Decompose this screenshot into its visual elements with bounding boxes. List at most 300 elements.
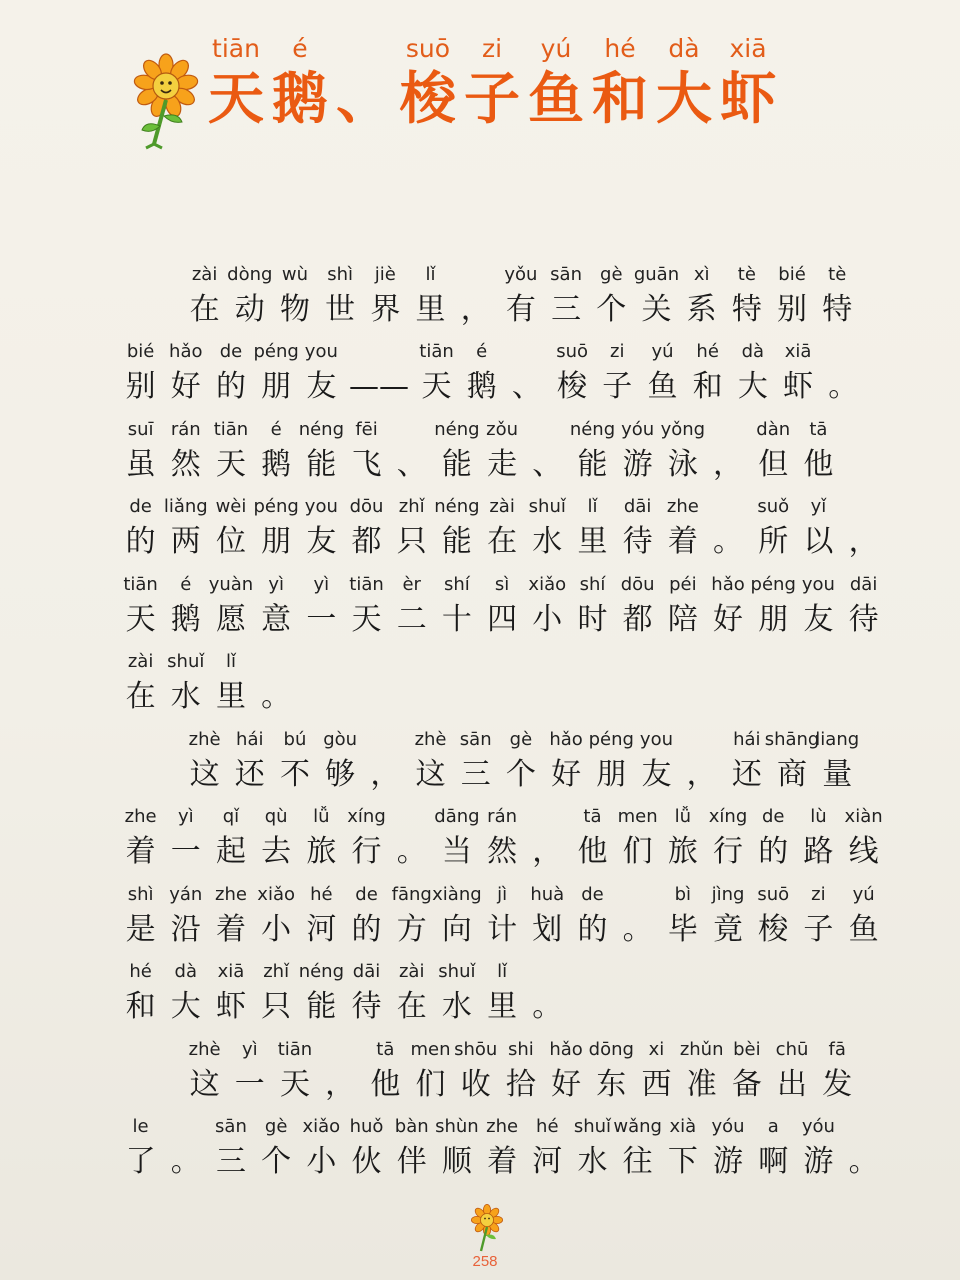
pinyin: wèi bbox=[215, 496, 247, 517]
pinyin: zài bbox=[191, 263, 218, 285]
hanzi: 方 bbox=[396, 911, 427, 947]
char-unit bbox=[589, 1035, 634, 1105]
hanzi: 水 bbox=[170, 679, 201, 714]
hanzi: 能 bbox=[441, 446, 472, 482]
hanzi: 着 bbox=[487, 1144, 518, 1179]
hanzi: ， bbox=[532, 834, 563, 869]
hanzi: 向 bbox=[441, 911, 472, 947]
char-unit bbox=[634, 260, 679, 330]
text-line bbox=[118, 330, 878, 408]
hanzi: 这 bbox=[189, 1066, 220, 1102]
pinyin: yì bbox=[241, 1038, 258, 1060]
pinyin: bèi bbox=[733, 1038, 761, 1060]
pinyin: zhè bbox=[414, 728, 447, 750]
pinyin: dōu bbox=[349, 496, 384, 517]
hanzi: 虾 bbox=[215, 989, 246, 1024]
hanzi: 特 bbox=[731, 291, 762, 327]
pinyin: néng bbox=[569, 418, 616, 440]
hanzi: 鹅 bbox=[261, 446, 292, 482]
hanzi: 大 bbox=[170, 989, 201, 1024]
hanzi: 的 bbox=[351, 911, 382, 947]
char-unit bbox=[363, 260, 408, 330]
text-line bbox=[118, 950, 878, 1028]
pinyin: de bbox=[355, 883, 378, 905]
title-char-unit bbox=[396, 30, 460, 132]
char-unit bbox=[118, 337, 163, 407]
pinyin: hé bbox=[129, 961, 152, 982]
char-unit bbox=[163, 337, 208, 407]
hanzi: 个 bbox=[261, 1144, 292, 1179]
char-unit bbox=[272, 260, 317, 330]
char-unit bbox=[570, 492, 615, 562]
pinyin: tā bbox=[809, 418, 828, 440]
char-unit bbox=[118, 957, 163, 1027]
hanzi: 。 bbox=[622, 911, 653, 947]
char-unit bbox=[118, 570, 163, 640]
char-unit bbox=[685, 337, 730, 407]
hanzi: 在 bbox=[125, 679, 156, 714]
pinyin: suī bbox=[127, 418, 154, 440]
pinyin: shì bbox=[327, 263, 354, 285]
char-unit bbox=[363, 725, 408, 795]
char-unit bbox=[414, 337, 459, 407]
hanzi: 里 bbox=[487, 989, 518, 1024]
pinyin: dāi bbox=[849, 573, 878, 595]
pinyin: liǎng bbox=[163, 496, 208, 517]
pinyin: èr bbox=[402, 573, 421, 595]
hanzi: 虽 bbox=[125, 446, 156, 482]
hanzi: 水 bbox=[441, 989, 472, 1024]
pinyin: zhe bbox=[486, 1116, 519, 1137]
hanzi: 鱼 bbox=[848, 911, 879, 947]
hanzi: 商 bbox=[777, 756, 808, 792]
hanzi: 梭 bbox=[758, 911, 789, 947]
pinyin: é bbox=[180, 573, 192, 595]
page-number: 258 bbox=[472, 1253, 498, 1270]
hanzi: —— bbox=[348, 369, 409, 404]
hanzi: ， bbox=[686, 756, 717, 792]
hanzi: 、 bbox=[511, 369, 542, 404]
title-char-unit bbox=[460, 30, 524, 132]
hanzi: 行 bbox=[351, 834, 382, 869]
hanzi: 。 bbox=[532, 989, 563, 1024]
pinyin: zài bbox=[127, 651, 154, 672]
char-unit bbox=[504, 337, 549, 407]
char-unit bbox=[821, 337, 866, 407]
char-unit bbox=[796, 492, 841, 562]
hanzi: 好 bbox=[551, 1066, 582, 1102]
pinyin: lǐ bbox=[587, 496, 598, 517]
hanzi: 收 bbox=[460, 1066, 491, 1102]
pinyin: péng bbox=[750, 573, 796, 595]
char-unit bbox=[769, 1035, 814, 1105]
hanzi: 去 bbox=[261, 834, 292, 869]
pinyin: lǐ bbox=[425, 263, 436, 285]
char-unit bbox=[163, 415, 208, 485]
hanzi: 子 bbox=[602, 369, 633, 404]
hanzi: 梭 bbox=[557, 369, 588, 404]
pinyin: lǚ bbox=[313, 806, 330, 827]
pinyin: you bbox=[304, 496, 338, 517]
pinyin: yǒu bbox=[504, 263, 538, 285]
char-unit bbox=[679, 260, 724, 330]
hanzi: 伙 bbox=[351, 1144, 382, 1179]
hanzi: 他 bbox=[370, 1066, 401, 1102]
char-unit bbox=[751, 880, 796, 950]
pinyin: yuàn bbox=[208, 573, 254, 595]
pinyin: zhè bbox=[188, 1038, 221, 1060]
char-unit bbox=[434, 957, 479, 1027]
char-unit bbox=[525, 1112, 570, 1182]
char-unit bbox=[796, 802, 841, 872]
hanzi: 虾 bbox=[783, 369, 814, 404]
hanzi: 量 bbox=[822, 756, 853, 792]
hanzi: 游 bbox=[713, 1144, 744, 1179]
pinyin: hé bbox=[696, 341, 719, 362]
char-unit bbox=[525, 492, 570, 562]
title-character: 天 bbox=[208, 67, 264, 132]
hanzi: 只 bbox=[261, 989, 292, 1024]
char-unit bbox=[570, 1112, 615, 1182]
pinyin: bié bbox=[126, 341, 155, 362]
pinyin: yán bbox=[169, 883, 203, 905]
text-line bbox=[118, 485, 878, 563]
pinyin: huǒ bbox=[349, 1116, 384, 1137]
hanzi: 三 bbox=[551, 291, 582, 327]
pinyin: fāng bbox=[391, 883, 432, 905]
char-unit bbox=[318, 260, 363, 330]
char-unit bbox=[498, 725, 543, 795]
pinyin: zhǐ bbox=[398, 496, 425, 517]
hanzi: 。 bbox=[848, 1144, 879, 1179]
text-line bbox=[118, 640, 878, 718]
hanzi: 天 bbox=[125, 601, 156, 637]
hanzi: 着 bbox=[215, 911, 246, 947]
hanzi: 十 bbox=[441, 601, 472, 637]
pinyin: lǐ bbox=[225, 651, 236, 672]
pinyin: xiǎo bbox=[528, 573, 567, 595]
char-unit bbox=[299, 1112, 344, 1182]
pinyin: gè bbox=[509, 728, 533, 750]
hanzi: 只 bbox=[396, 524, 427, 559]
hanzi: 东 bbox=[596, 1066, 627, 1102]
title-pinyin: hé bbox=[604, 34, 636, 63]
hanzi: 朋 bbox=[596, 756, 627, 792]
pinyin: zài bbox=[489, 496, 515, 517]
pinyin: yú bbox=[651, 341, 674, 362]
pinyin: wù bbox=[281, 263, 309, 285]
pinyin: shuǐ bbox=[167, 651, 205, 672]
title-char-unit bbox=[268, 30, 332, 132]
pinyin: qǐ bbox=[222, 806, 240, 827]
pinyin: de bbox=[581, 883, 604, 905]
char-unit bbox=[480, 957, 525, 1027]
pinyin: bàn bbox=[394, 1116, 429, 1137]
hanzi: 不 bbox=[279, 756, 310, 792]
title-pinyin: suō bbox=[405, 34, 451, 63]
hanzi: 旅 bbox=[667, 834, 698, 869]
char-unit bbox=[453, 260, 498, 330]
text-line bbox=[118, 252, 878, 330]
char-unit bbox=[705, 880, 750, 950]
char-unit bbox=[660, 880, 705, 950]
title-character: 大 bbox=[656, 67, 712, 132]
char-unit bbox=[751, 1112, 796, 1182]
pinyin: shuǐ bbox=[573, 1116, 612, 1137]
hanzi: 陪 bbox=[667, 601, 698, 637]
char-unit bbox=[453, 1035, 498, 1105]
title-character: 鹅 bbox=[272, 67, 328, 132]
hanzi: 特 bbox=[822, 291, 853, 327]
char-unit bbox=[544, 1035, 589, 1105]
char-unit bbox=[453, 725, 498, 795]
text-line bbox=[118, 407, 878, 485]
pinyin: zhǐ bbox=[263, 961, 290, 982]
char-unit bbox=[841, 570, 886, 640]
pinyin: you bbox=[639, 728, 673, 750]
char-unit bbox=[208, 880, 253, 950]
char-unit bbox=[408, 260, 453, 330]
pinyin: hé bbox=[310, 883, 333, 905]
pinyin: yóu bbox=[801, 1116, 835, 1137]
hanzi: 朋 bbox=[261, 524, 292, 559]
char-unit bbox=[705, 492, 750, 562]
char-unit bbox=[254, 1112, 299, 1182]
pinyin: xiā bbox=[784, 341, 812, 362]
char-unit bbox=[640, 337, 685, 407]
char-unit bbox=[815, 260, 860, 330]
hanzi: 是 bbox=[125, 911, 156, 947]
char-unit bbox=[660, 802, 705, 872]
pinyin: xi bbox=[648, 1038, 665, 1060]
hanzi: 泳 bbox=[667, 446, 698, 482]
char-unit bbox=[389, 1112, 434, 1182]
pinyin: zhǔn bbox=[679, 1038, 724, 1060]
pinyin: you bbox=[304, 341, 338, 362]
hanzi: 在 bbox=[189, 291, 220, 327]
title-char-unit bbox=[524, 30, 588, 132]
pinyin: dōng bbox=[588, 1038, 634, 1060]
pinyin: gè bbox=[600, 263, 623, 285]
hanzi: 路 bbox=[803, 834, 834, 869]
pinyin: gòu bbox=[323, 728, 358, 750]
text-line bbox=[118, 872, 878, 950]
pinyin: suō bbox=[757, 883, 790, 905]
text-line bbox=[118, 562, 878, 640]
hanzi: 他 bbox=[577, 834, 608, 869]
pinyin: men bbox=[410, 1038, 451, 1060]
title-char-unit bbox=[588, 30, 652, 132]
hanzi: 二 bbox=[396, 601, 427, 637]
hanzi: 在 bbox=[396, 989, 427, 1024]
char-unit bbox=[408, 1035, 453, 1105]
title-pinyin: tiān bbox=[212, 34, 260, 63]
hanzi: 好 bbox=[170, 369, 201, 404]
pinyin: xíng bbox=[347, 806, 386, 827]
pinyin: dàn bbox=[756, 418, 791, 440]
char-unit bbox=[163, 802, 208, 872]
hanzi: 小 bbox=[261, 911, 292, 947]
hanzi: 在 bbox=[487, 524, 518, 559]
char-unit bbox=[299, 880, 344, 950]
pinyin: zhè bbox=[188, 728, 221, 750]
hanzi: 。 bbox=[713, 524, 744, 559]
char-unit bbox=[344, 492, 389, 562]
pinyin: tè bbox=[737, 263, 756, 285]
pinyin: hǎo bbox=[549, 1038, 583, 1060]
pinyin: zǒu bbox=[486, 418, 519, 440]
pinyin: yì bbox=[177, 806, 194, 827]
char-unit bbox=[434, 492, 479, 562]
char-unit bbox=[796, 1112, 841, 1182]
char-unit bbox=[299, 570, 344, 640]
hanzi: 世 bbox=[325, 291, 356, 327]
char-unit bbox=[389, 570, 434, 640]
char-unit bbox=[498, 1035, 543, 1105]
hanzi: 当 bbox=[441, 834, 472, 869]
hanzi: 起 bbox=[215, 834, 246, 869]
hanzi: 和 bbox=[692, 369, 723, 404]
char-unit bbox=[254, 647, 299, 717]
char-unit bbox=[615, 1112, 660, 1182]
pinyin: xiǎo bbox=[302, 1116, 341, 1137]
title-character: 和 bbox=[592, 67, 648, 132]
hanzi: 发 bbox=[822, 1066, 853, 1102]
hanzi: 线 bbox=[848, 834, 879, 869]
hanzi: 竟 bbox=[713, 911, 744, 947]
pinyin: lù bbox=[810, 806, 827, 827]
hanzi: 好 bbox=[713, 601, 744, 637]
pinyin: de bbox=[129, 496, 152, 517]
char-unit bbox=[299, 337, 344, 407]
hanzi: 游 bbox=[803, 1144, 834, 1179]
char-unit bbox=[344, 570, 389, 640]
hanzi: 毕 bbox=[667, 911, 698, 947]
hanzi: 待 bbox=[351, 989, 382, 1024]
char-unit bbox=[480, 880, 525, 950]
pinyin: le bbox=[132, 1116, 149, 1137]
hanzi: 天 bbox=[421, 369, 452, 404]
pinyin: yì bbox=[313, 573, 330, 595]
char-unit bbox=[254, 570, 299, 640]
sunflower-mascot-icon bbox=[467, 1203, 507, 1255]
hanzi: 准 bbox=[686, 1066, 717, 1102]
pinyin: yú bbox=[852, 883, 875, 905]
pinyin: sān bbox=[459, 728, 492, 750]
hanzi: 下 bbox=[667, 1144, 698, 1179]
char-unit bbox=[705, 1112, 750, 1182]
pinyin: dà bbox=[741, 341, 765, 362]
hanzi: 拾 bbox=[505, 1066, 536, 1102]
pinyin: rán bbox=[170, 418, 201, 440]
char-unit bbox=[634, 1035, 679, 1105]
hanzi: 里 bbox=[415, 291, 446, 327]
char-unit bbox=[272, 1035, 317, 1105]
char-unit bbox=[751, 802, 796, 872]
char-unit bbox=[570, 415, 615, 485]
char-unit bbox=[118, 802, 163, 872]
hanzi: 愿 bbox=[215, 601, 246, 637]
title-character: 鱼 bbox=[528, 67, 584, 132]
char-unit bbox=[408, 725, 453, 795]
hanzi: 顺 bbox=[441, 1144, 472, 1179]
title-character: 子 bbox=[464, 67, 520, 132]
pinyin: sì bbox=[494, 573, 510, 595]
char-unit bbox=[525, 802, 570, 872]
hanzi: 能 bbox=[306, 446, 337, 482]
hanzi: 四 bbox=[487, 601, 518, 637]
hanzi: 位 bbox=[215, 524, 246, 559]
char-unit bbox=[272, 725, 317, 795]
pinyin: gè bbox=[264, 1116, 288, 1137]
hanzi: 然 bbox=[170, 446, 201, 482]
hanzi: 友 bbox=[306, 369, 337, 404]
pinyin: é bbox=[476, 341, 488, 362]
char-unit bbox=[705, 802, 750, 872]
pinyin: tiān bbox=[123, 573, 158, 595]
pinyin: tè bbox=[828, 263, 847, 285]
pinyin: dà bbox=[174, 961, 198, 982]
char-unit bbox=[769, 260, 814, 330]
char-unit bbox=[498, 260, 543, 330]
char-unit bbox=[227, 1035, 272, 1105]
hanzi: 、 bbox=[396, 446, 427, 482]
title-pinyin: dà bbox=[668, 34, 700, 63]
pinyin: xiā bbox=[217, 961, 245, 982]
pinyin: zi bbox=[610, 341, 625, 362]
hanzi: 意 bbox=[261, 601, 292, 637]
char-unit bbox=[118, 492, 163, 562]
hanzi: 都 bbox=[622, 601, 653, 637]
char-unit bbox=[227, 725, 272, 795]
pinyin: bì bbox=[674, 883, 692, 905]
char-unit bbox=[163, 492, 208, 562]
text-line bbox=[118, 1027, 878, 1105]
char-unit bbox=[724, 725, 769, 795]
hanzi: 河 bbox=[532, 1144, 563, 1179]
char-unit bbox=[796, 415, 841, 485]
pinyin: dōu bbox=[620, 573, 655, 595]
char-unit bbox=[615, 492, 660, 562]
char-unit bbox=[208, 337, 253, 407]
title-character: 虾 bbox=[720, 67, 776, 132]
char-unit bbox=[730, 337, 775, 407]
hanzi: 水 bbox=[532, 524, 563, 559]
hanzi: 关 bbox=[641, 291, 672, 327]
char-unit bbox=[254, 957, 299, 1027]
char-unit bbox=[815, 1035, 860, 1105]
pinyin: dòng bbox=[227, 263, 273, 285]
char-unit bbox=[299, 957, 344, 1027]
char-unit bbox=[841, 880, 886, 950]
pinyin: xiàn bbox=[844, 806, 883, 827]
pinyin: yì bbox=[268, 573, 284, 595]
pinyin: shi bbox=[508, 1038, 534, 1060]
char-unit bbox=[344, 1112, 389, 1182]
hanzi: 天 bbox=[351, 601, 382, 637]
paragraph-indent bbox=[118, 260, 182, 330]
hanzi: 然 bbox=[487, 834, 518, 869]
hanzi: 备 bbox=[731, 1066, 762, 1102]
char-unit bbox=[344, 415, 389, 485]
hanzi: 时 bbox=[577, 601, 608, 637]
char-unit bbox=[182, 725, 227, 795]
hanzi: 计 bbox=[487, 911, 518, 947]
char-unit bbox=[724, 260, 769, 330]
char-unit bbox=[118, 415, 163, 485]
char-unit bbox=[254, 415, 299, 485]
pinyin: yóu bbox=[711, 1116, 745, 1137]
